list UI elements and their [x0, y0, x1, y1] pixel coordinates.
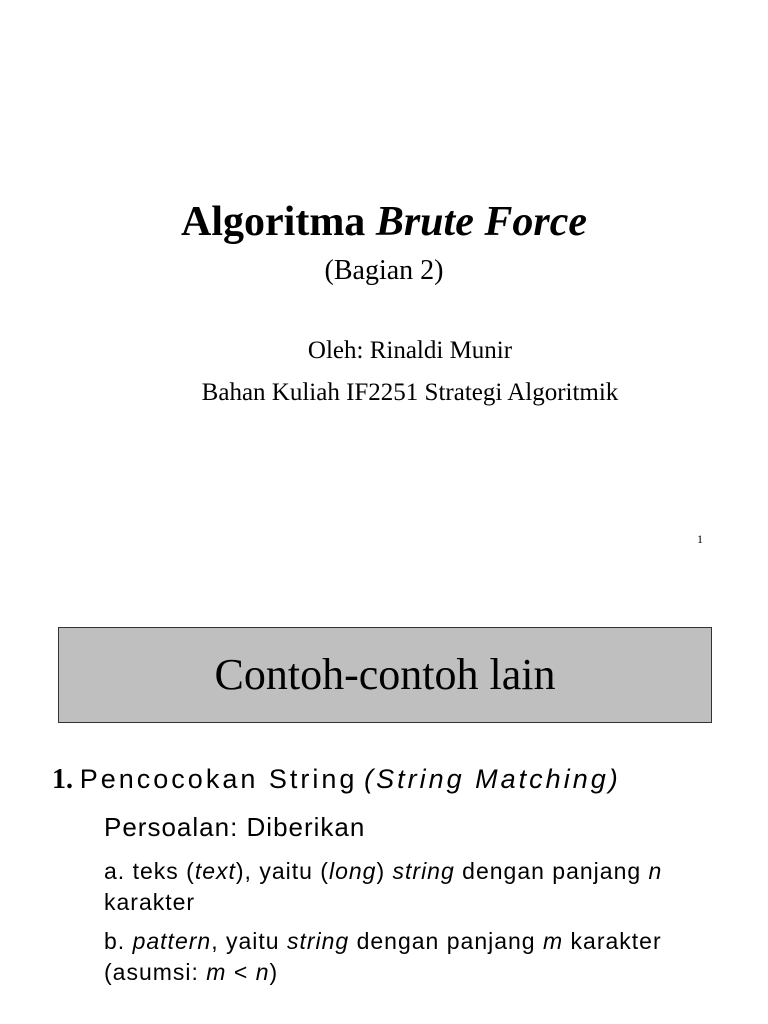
point-a-term: text	[194, 858, 236, 884]
point-b-text: karakter (asumsi:	[104, 928, 662, 985]
title-italic: Brute Force	[375, 199, 587, 245]
point-b-term: pattern	[132, 928, 212, 954]
course-line: Bahan Kuliah IF2251 Strategi Algoritmik	[201, 379, 619, 406]
slide-subtitle: (Bagian 2)	[324, 255, 444, 286]
problem-statement: Persoalan: Diberikan	[104, 812, 366, 842]
point-b-text: )	[269, 959, 279, 985]
point-b-term: m	[206, 959, 227, 985]
point-b-text: dengan panjang	[349, 928, 543, 954]
point-a-text: a. teks (	[104, 858, 195, 884]
point-b-text: b.	[104, 928, 133, 954]
point-a-text: karakter	[104, 889, 196, 915]
page-number: 1	[697, 532, 703, 546]
item-number: 1.	[52, 764, 73, 795]
point-a-text: )	[376, 858, 393, 884]
author-line: Oleh: Rinaldi Munir	[307, 337, 513, 364]
point-b-text: , yaitu	[211, 928, 287, 954]
point-a-term: long	[328, 858, 377, 884]
slide-header-text: Contoh-contoh lain	[214, 650, 556, 699]
point-b-term: m	[542, 928, 564, 954]
list-item-heading	[52, 762, 621, 797]
point-a	[104, 856, 664, 918]
item-text-italic: (String Matching)	[364, 764, 621, 794]
point-a-text: dengan panjang	[454, 858, 649, 884]
title-regular: Algoritma	[181, 199, 366, 245]
point-b	[104, 926, 664, 988]
point-a-term: n	[648, 858, 663, 884]
point-b-term: n	[255, 959, 270, 985]
point-b-term: string	[286, 928, 350, 954]
item-text: Pencocokan String	[79, 764, 358, 794]
slide-header-box	[58, 627, 712, 723]
point-b-text: <	[226, 959, 256, 985]
point-a-text: ), yaitu (	[235, 858, 329, 884]
slide-title-heading	[0, 196, 768, 248]
slide-content	[0, 590, 768, 1024]
point-a-term: string	[392, 858, 455, 884]
